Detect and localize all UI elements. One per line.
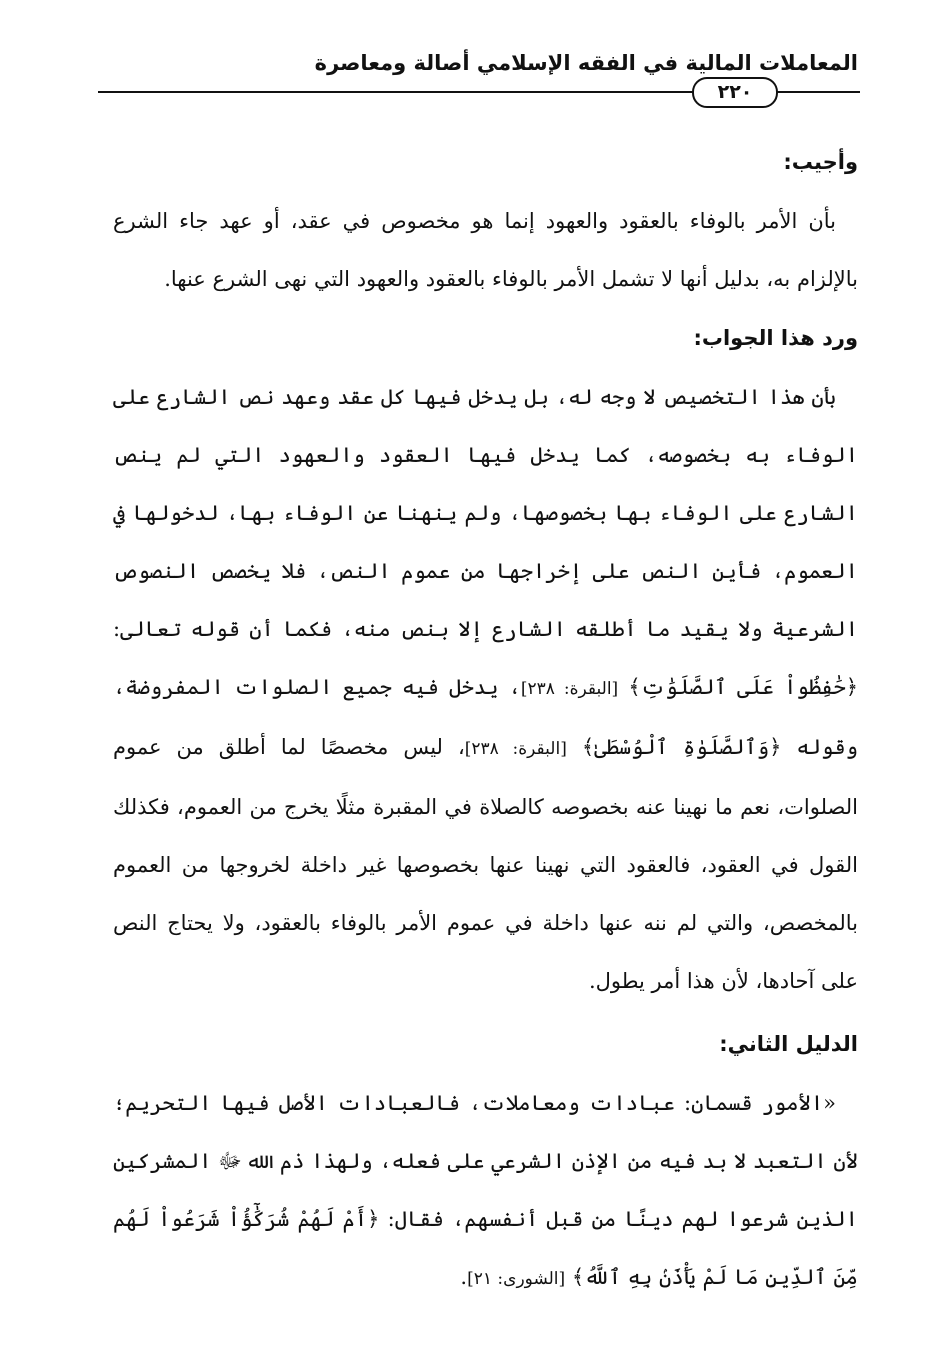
quran-verse-3: ﴿أَمْ لَهُمْ شُرَكَٰٓؤُاْ شَرَعُواْ لَهُم مِّنَ ٱلدِّينِ مَا لَمْ يَأْذَنۢ بِهِ ٱللَّهُ﴾	[113, 1207, 858, 1289]
page-number: ٢٢٠	[692, 77, 778, 108]
quran-verse-2: ﴿وَٱلصَّلَوٰةِ ٱلْوُسْطَىٰ﴾	[581, 735, 782, 759]
verse-reference-1: [البقرة: ٢٣٨]	[520, 679, 619, 699]
second-proof-paragraph	[113, 1074, 858, 1308]
proof-text-end: .	[460, 1265, 468, 1289]
quran-verse-1: ﴿حَٰفِظُواْ عَلَى ٱلصَّلَوَٰتِ﴾	[628, 675, 859, 699]
answered-heading: وأجيب:	[783, 150, 858, 174]
reply-text-2: ، يدخل فيه جميع الصلوات المفروضة، وقوله	[113, 675, 858, 759]
running-title: المعاملات المالية في الفقه الإسلامي أصالة ومعاصرة	[314, 51, 858, 75]
answer-paragraph: بأن الأمر بالوفاء بالعقود والعهود إنما هو مخصوص في عقد، أو عهد جاء الشرع بالإلزام به، بدليل أنها لا تشمل الأمر بالوفاء بالعقود والعهود التي نهى الشرع عنها.	[113, 209, 858, 291]
body-text	[113, 138, 858, 1308]
proof-text-1: «الأمور قسمان: عبادات ومعاملات، فالعبادات الأصل فيها التحريم؛ لأن التعبد لا بد فيه من الإذن الشرعي على فعله، ولهذا ذم الله ﷻ المشركين الذين شرعوا لهم دينًا من قبل أنفسهم، فقال:	[113, 1091, 858, 1231]
reply-paragraph	[113, 368, 858, 1010]
second-proof-heading: الدليل الثاني:	[719, 1032, 858, 1056]
reply-text-3: ، ليس مخصصًا لما أطلق من عموم الصلوات، نعم ما نهينا عنه بخصوصه كالصلاة في المقبرة مثلًا يخرج من العموم، فكذلك القول في العقود، فالعقود التي نهينا عنها بخصوصها غير داخلة لخروجها من العموم بالمخصص، والتي لم ننه عنها داخلة في عموم الأمر بالوفاء بالعقود، ولا يحتاج النص على آحادها، لأن هذا أمر يطول.	[113, 735, 858, 993]
verse-reference-3: [الشورى: ٢١]	[467, 1269, 566, 1289]
verse-reference-2: [البقرة: ٢٣٨]	[464, 739, 567, 759]
reply-heading: ورد هذا الجواب:	[693, 326, 858, 350]
reply-text-1: بأن هذا التخصيص لا وجه له، بل يدخل فيها كل عقد وعهد نص الشارع على الوفاء به بخصوصه، كما يدخل فيها العقود والعهود التي لم ينص الشارع على الوفاء بها بخصوصها، ولم ينهنا عن الوفاء بها، لدخولها في العموم، فأين النص على إخراجها من عموم النص، فلا يخصص النصوص الشرعية ولا يقيد ما أطلقه الشارع إلا بنص منه، فكما أن قوله تعالى:	[113, 385, 858, 641]
